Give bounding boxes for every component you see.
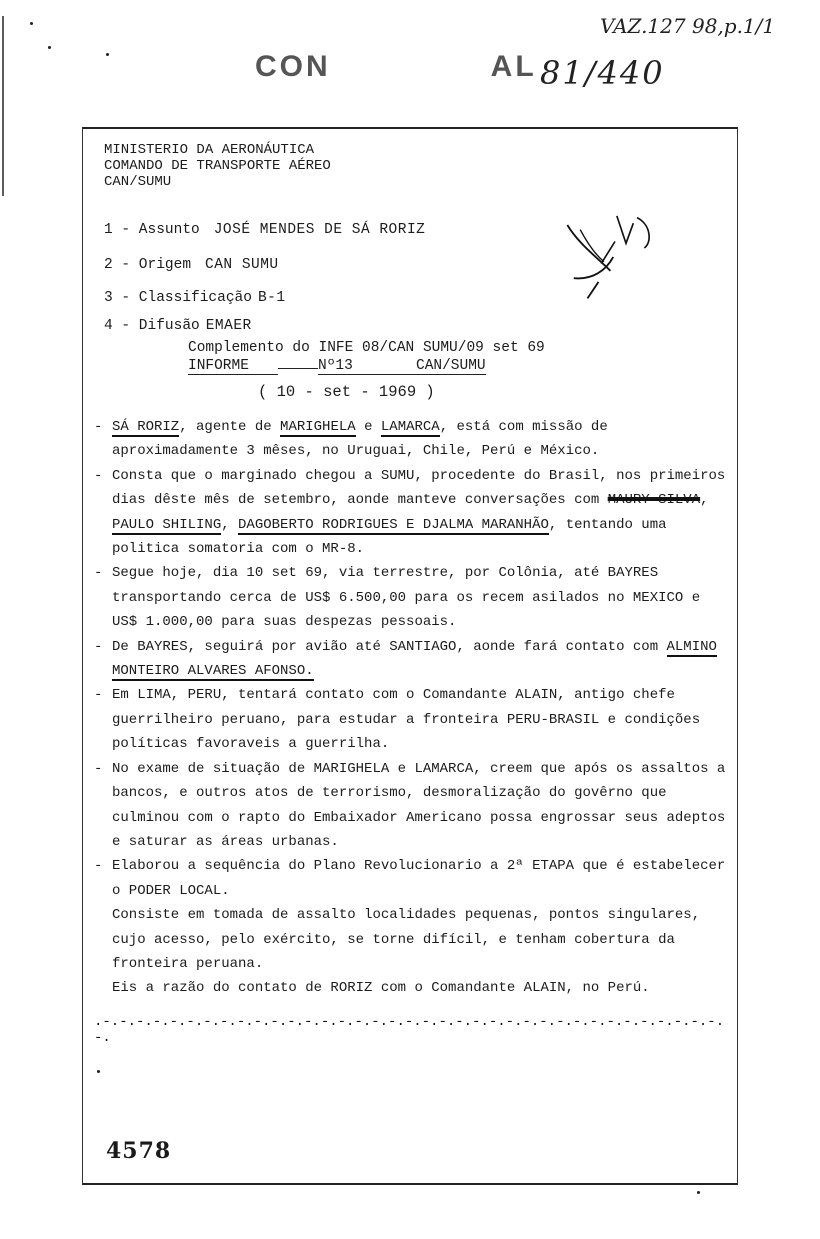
text-segment: , (221, 516, 239, 533)
bullet-dash: - (94, 760, 103, 777)
text-segment: No exame de situação de MARIGHELA e LAMARCA, creem que após os assaltos a bancos, e outros atos de terrorismo, desmoralização do govêrno que culminou com o rapto do Embaixador Americano possa engrossar seus adeptos e saturar as áreas urbanas. (112, 760, 726, 850)
field-value: JOSÉ MENDES DE SÁ RORIZ (213, 222, 426, 238)
handwritten-folio: 81/440 (540, 54, 665, 92)
separator-line: .-.-.-.-.-.-.-.-.-.-.-.-.-.-.-.-.-.-.-.-.-.-.-.-.-.-.-.-.-.-.-.-.-.-.-.-.-.-. (94, 1014, 725, 1046)
scan-edge-mark (2, 16, 4, 196)
informe-title: INFORME (188, 358, 278, 375)
confidential-stamp (255, 50, 537, 84)
field-origin (104, 257, 279, 273)
informe-line (188, 358, 486, 375)
archive-number: 4578 (106, 1138, 172, 1164)
report-paragraph (94, 415, 732, 464)
scan-speck (48, 46, 51, 49)
paragraph-text (94, 464, 732, 562)
redacted-name: MAURY SILVA (607, 492, 701, 509)
paragraph-text (94, 561, 732, 634)
bullet-dash: - (94, 467, 103, 484)
report-paragraph (94, 561, 732, 634)
bullet-dash: - (94, 565, 103, 582)
informe-origin: CAN/SUMU (416, 358, 486, 374)
paragraph-text (94, 415, 732, 464)
text-segment: , tentando uma politica somatoria com o MR-8. (112, 516, 667, 558)
paragraph-text (94, 683, 732, 756)
handwritten-reference: VAZ.127 98,p.1/1 (600, 14, 776, 38)
header-unit: CAN/SUMU (104, 174, 172, 190)
stamp-text-right: AL (490, 50, 537, 83)
informe-number: Nº13 (318, 358, 416, 375)
report-paragraph (94, 757, 732, 855)
field-label: 4 - Difusão (104, 318, 200, 334)
paragraph-text (94, 757, 732, 855)
bullet-dash: - (94, 858, 103, 875)
report-paragraph: Eis a razão do contato de RORIZ com o Comandante ALAIN, no Perú. (112, 980, 650, 997)
paragraph-text (94, 854, 732, 903)
underlined-name: PAULO SHILING (112, 516, 222, 533)
text-segment: Em LIMA, PERU, tentará contato com o Comandante ALAIN, antigo chefe guerrilheiro peruano, para estudar a fronteira PERU-BRASIL e condições políticas favoraveis a guerrilha. (112, 687, 701, 753)
report-body (94, 415, 732, 1001)
underlined-name: DAGOBERTO RODRIGUES E DJALMA MARANHÃO (238, 516, 549, 533)
header-ministry: MINISTERIO DA AERONÁUTICA (104, 142, 315, 158)
text-segment: De BAYRES, seguirá por avião até SANTIAGO, aonde fará contato com (112, 638, 667, 655)
signature-initials (560, 205, 670, 300)
field-value: EMAER (205, 318, 252, 334)
report-paragraph (94, 464, 732, 562)
text-segment: Consta que o marginado chegou a SUMU, procedente do Brasil, nos primeiros dias dêste mês de setembro, aonde manteve conversações com (112, 467, 726, 509)
underlined-name: ALMINO MONTEIRO ALVARES AFONSO. (112, 638, 717, 680)
field-label: 1 - Assunto (104, 222, 200, 238)
report-paragraph (94, 683, 732, 756)
scan-speck (106, 53, 109, 56)
bullet-dash: - (94, 638, 103, 655)
report-paragraph (94, 854, 732, 903)
report-paragraph: Consiste em tomada de assalto localidades pequenas, pontos singulares, cujo acesso, pelo exército, se torne difícil, e tenham cobertura da fronteira peruana. (112, 907, 701, 972)
header-command: COMANDO DE TRANSPORTE AÉREO (104, 158, 331, 174)
text-segment: Segue hoje, dia 10 set 69, via terrestre, por Colônia, até BAYRES transportando cerca de US$ 6.500,00 para os recem asilados no MEXICO e US$ 1.000,00 para suas despezas pessoais. (112, 565, 701, 631)
field-subject (104, 222, 425, 238)
complement-reference: Complemento do INFE 08/CAN SUMU/09 set 69 (188, 340, 545, 356)
report-paragraph (94, 635, 732, 684)
paragraph-text (94, 635, 732, 684)
field-distribution (104, 318, 252, 334)
underlined-name: MARIGHELA (280, 419, 356, 435)
bullet-dash: - (94, 687, 103, 704)
field-label: 2 - Origem (104, 257, 192, 273)
field-label: 3 - Classificação (104, 290, 252, 306)
text-segment: , está com missão de aproximadamente 3 mêses, no Uruguai, Chile, Perú e México. (112, 419, 608, 460)
stamp-text-left: CON (255, 50, 331, 83)
report-date: ( 10 - set - 1969 ) (258, 383, 435, 401)
scan-speck (697, 1191, 700, 1194)
scan-speck (30, 22, 33, 25)
bullet-dash: - (94, 419, 103, 435)
field-classification (104, 290, 286, 306)
field-value: B-1 (257, 290, 286, 306)
text-segment: Elaborou a sequência do Plano Revolucionario a 2ª ETAPA que é estabelecer o PODER LOCAL. (112, 858, 726, 899)
text-segment: , (700, 492, 709, 509)
underlined-name: LAMARCA (380, 419, 440, 435)
text-segment: e (355, 419, 381, 435)
document-header (104, 142, 331, 190)
field-value: CAN SUMU (205, 257, 279, 273)
text-segment: , agente de (179, 419, 281, 435)
underlined-name: SÁ RORIZ (112, 419, 180, 435)
